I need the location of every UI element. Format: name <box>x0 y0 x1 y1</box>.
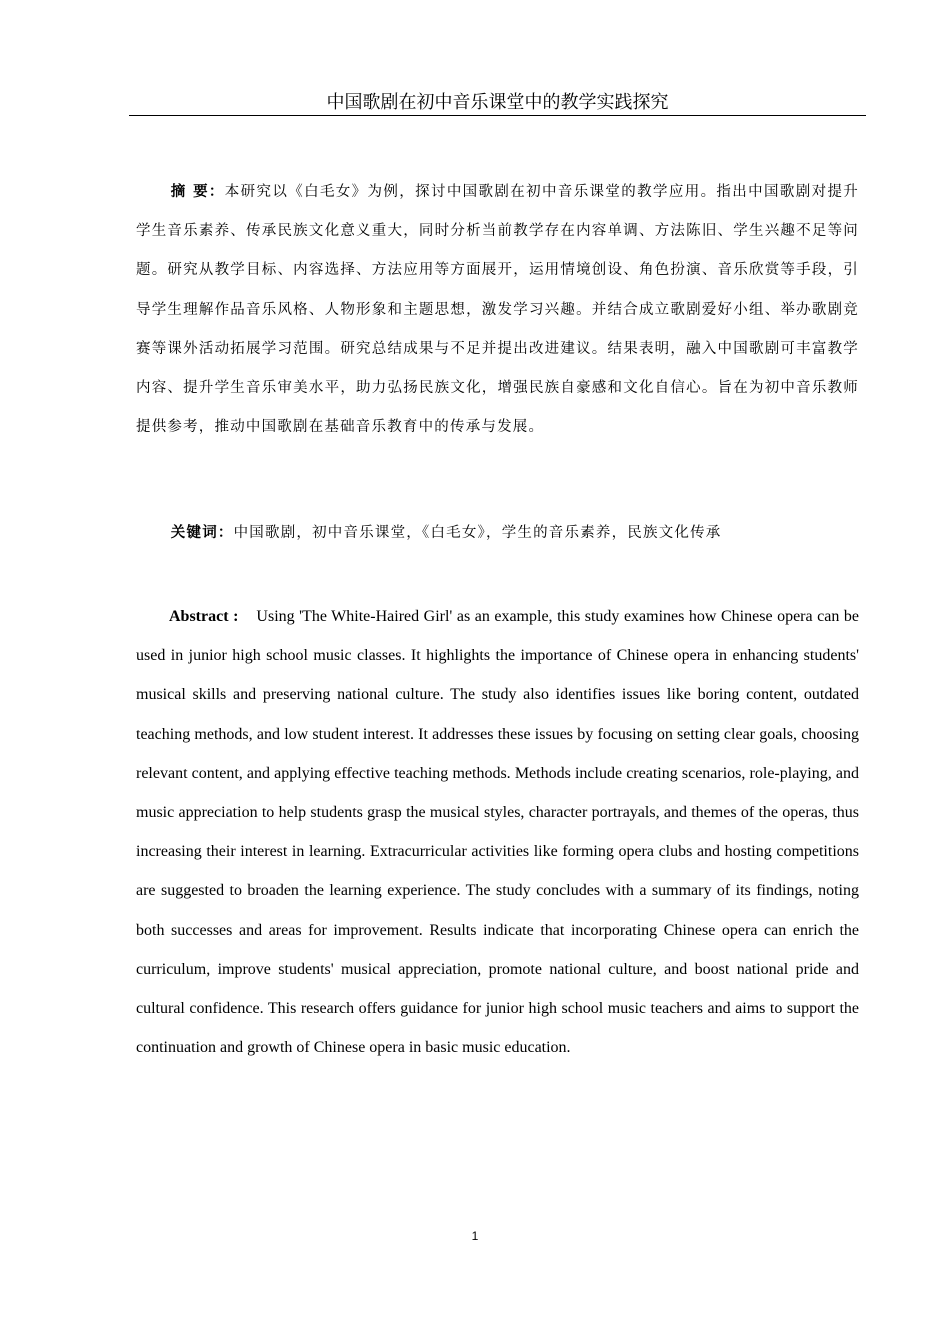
chinese-keywords-label: 关键词： <box>170 524 234 541</box>
chinese-keywords-paragraph <box>136 518 859 548</box>
english-abstract-text: Using 'The White-Haired Girl' as an example, this study examines how Chinese opera can be used in junior high school music classes. It highlights the importance of Chinese opera in enhancing students' musical skills and preserving national culture. The study also identifies issues like boring content, outdated teaching methods, and low student interest. It addresses these issues by focusing on setting clear goals, choosing relevant content, and applying effective teaching methods. Methods include creating scenarios, role-playing, and music appreciation to help students grasp the musical styles, character portrayals, and themes of the operas, thus increasing their interest in learning. Extracurricular activities like forming opera clubs and hosting competitions are suggested to broaden the learning experience. The study concludes with a summary of its findings, noting both successes and areas for improvement. Results indicate that incorporating Chinese opera can enrich the curriculum, improve students' musical appreciation, promote national culture, and boost national pride and cultural confidence. This research offers guidance for junior high school music teachers and aims to support the continuation and growth of Chinese opera in basic music education. <box>136 608 859 1057</box>
running-header-title: 中国歌剧在初中音乐课堂中的教学实践探究 <box>326 92 669 113</box>
chinese-keywords-text: 中国歌剧，初中音乐课堂，《白毛女》，学生的音乐素养，民族文化传承 <box>233 525 722 541</box>
page-number: 1 <box>471 1229 479 1243</box>
english-abstract-paragraph <box>136 597 859 1067</box>
chinese-abstract-text: 本研究以《白毛女》为例，探讨中国歌剧在初中音乐课堂的教学应用。指出中国歌剧对提升学生音乐素养、传承民族文化意义重大，同时分析当前教学存在内容单调、方法陈旧、学生兴趣不足等问题。研究从教学目标、内容选择、方法应用等方面展开，运用情境创设、角色扮演、音乐欣赏等手段，引导学生理解作品音乐风格、人物形象和主题思想，激发学习兴趣。并结合成立歌剧爱好小组、举办歌剧竞赛等课外活动拓展学习范围。研究总结成果与不足并提出改进建议。结果表明，融入中国歌剧可丰富教学内容、提升学生音乐审美水平，助力弘扬民族文化，增强民族自豪感和文化自信心。旨在为初中音乐教师提供参考，推动中国歌剧在基础音乐教育中的传承与发展。 <box>136 184 860 436</box>
english-abstract-label: Abstract : <box>169 608 239 625</box>
chinese-abstract-label: 摘 要： <box>170 183 225 200</box>
header-rule <box>129 115 866 116</box>
chinese-abstract-paragraph <box>136 172 859 447</box>
